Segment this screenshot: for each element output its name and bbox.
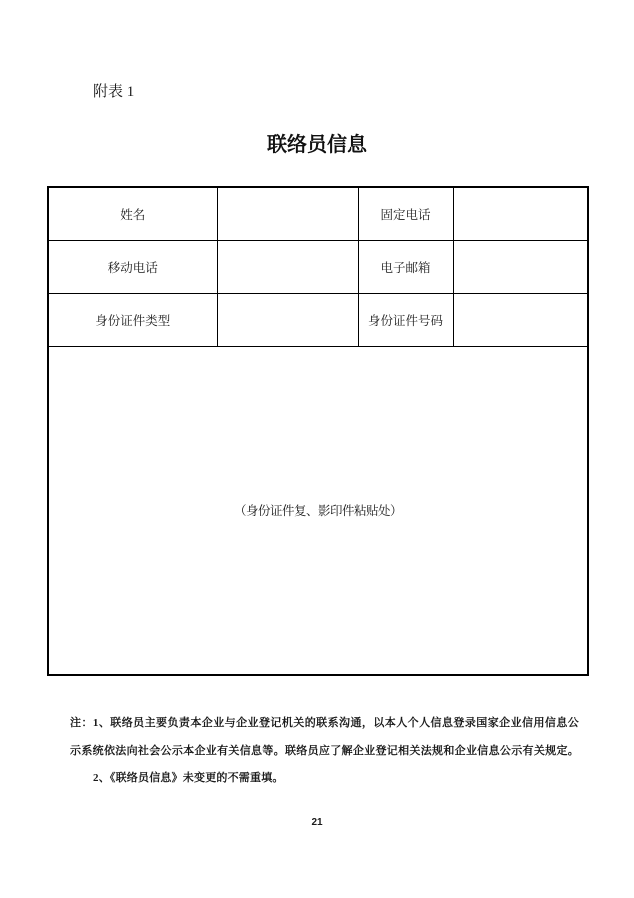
page-title: 联络员信息 [267, 134, 367, 156]
page-number: 21 [311, 817, 323, 828]
table-row [48, 346, 588, 675]
name-value-cell [217, 187, 358, 240]
name-label-cell: 姓名 [48, 187, 217, 240]
id-document-number-value-cell [453, 293, 588, 346]
contact-info-table [47, 186, 589, 676]
id-document-type-value-cell [217, 293, 358, 346]
table-row [48, 240, 588, 293]
fixed-telephone-label-cell: 固定电话 [358, 187, 453, 240]
email-value-cell [453, 240, 588, 293]
email-label-cell: 电子邮箱 [358, 240, 453, 293]
id-document-type-label-cell: 身份证件类型 [48, 293, 217, 346]
notes-block [70, 710, 579, 793]
appendix-label: 附表 1 [93, 84, 135, 100]
mobile-telephone-label-cell: 移动电话 [48, 240, 217, 293]
mobile-telephone-value-cell [217, 240, 358, 293]
table-row [48, 187, 588, 240]
table-row [48, 293, 588, 346]
id-copy-paste-area-cell: （身份证件复、影印件粘贴处） [48, 346, 588, 675]
note-line-1: 注：1、联络员主要负责本企业与企业登记机关的联系沟通，以本人个人信息登录国家企业信用信息公 [70, 717, 579, 729]
fixed-telephone-value-cell [453, 187, 588, 240]
id-document-number-label-cell: 身份证件号码 [358, 293, 453, 346]
note-line-2: 示系统依法向社会公示本企业有关信息等。联络员应了解企业登记相关法规和企业信息公示有关规定。 [70, 744, 579, 757]
note-line-3: 2、《联络员信息》未变更的不需重填。 [93, 772, 284, 784]
